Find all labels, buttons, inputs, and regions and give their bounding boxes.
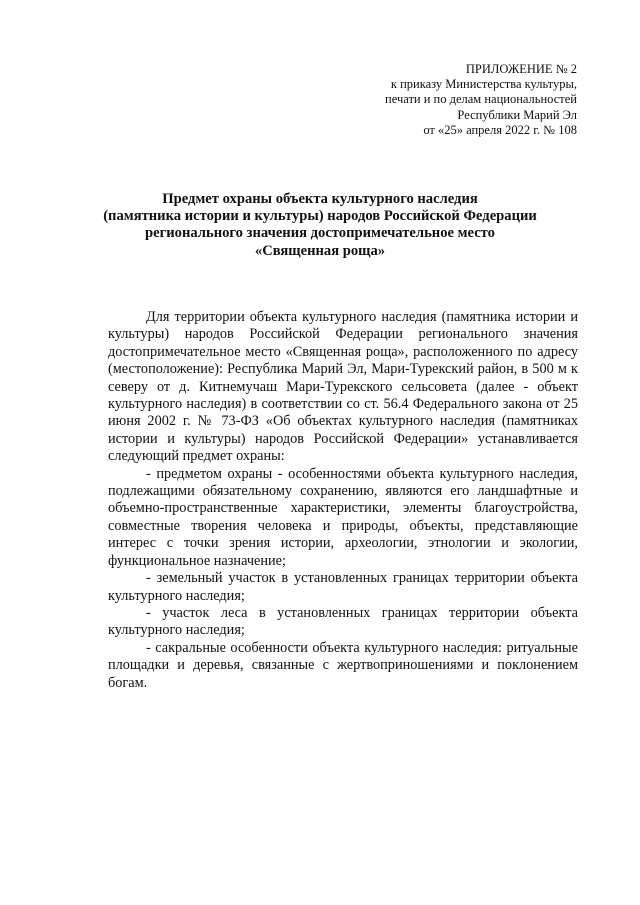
document-body <box>108 309 578 692</box>
appendix-header <box>277 62 577 138</box>
title-line-1: Предмет охраны объекта культурного наследия <box>162 191 478 207</box>
appendix-republic: Республики Марий Эл <box>457 107 577 122</box>
protection-item-3: - участок леса в установленных границах территории объекта культурного наследия; <box>108 604 578 639</box>
appendix-order-date: от «25» апреля 2022 г. № 108 <box>423 122 577 137</box>
title-line-2: (памятника истории и культуры) народов Российской Федерации <box>103 208 537 225</box>
document-title <box>96 191 544 260</box>
appendix-ministry: печати и по делам национальностей <box>385 92 577 107</box>
protection-item-4: - сакральные особенности объекта культурного наследия: ритуальные площадки и деревья, связанные с жертвоприношениями и поклонением богам. <box>108 639 578 691</box>
intro-paragraph: Для территории объекта культурного наследия (памятника истории и культуры) народов Российской Федерации регионального значения достопримечательное место «Священная роща», расположенного по адресу (местоположение): Республика Марий Эл, Мари-Турекский район, в 500 м к северу от д. Китнемучаш Мари-Турекского сельсовета (далее - объект культурного наследия) в соответствии со ст. 56.4 Федерального закона от 25 июня 2002 г. № 73-ФЗ «Об объектах культурного наследия (памятниках истории и культуры) народов Российской Федерации» устанавливается следующий предмет охраны: <box>108 309 578 465</box>
appendix-order-ref: к приказу Министерства культуры, <box>390 77 577 92</box>
appendix-number: ПРИЛОЖЕНИЕ № 2 <box>465 62 577 76</box>
protection-item-1: - предметом охраны - особенностями объекта культурного наследия, подлежащими обязательному сохранению, являются его ландшафтные и объемно-пространственные характеристики, элементы благоустройства, совместные творения человека и природы, объекты, представляющие интерес с точки зрения истории, археологии, этнологии и экологии, функциональное назначение; <box>108 465 578 569</box>
protection-item-2: - земельный участок в установленных границах территории объекта культурного наследия; <box>108 570 578 604</box>
title-line-4: «Священная роща» <box>254 242 386 259</box>
title-line-3: регионального значения достопримечательное место <box>145 225 495 242</box>
